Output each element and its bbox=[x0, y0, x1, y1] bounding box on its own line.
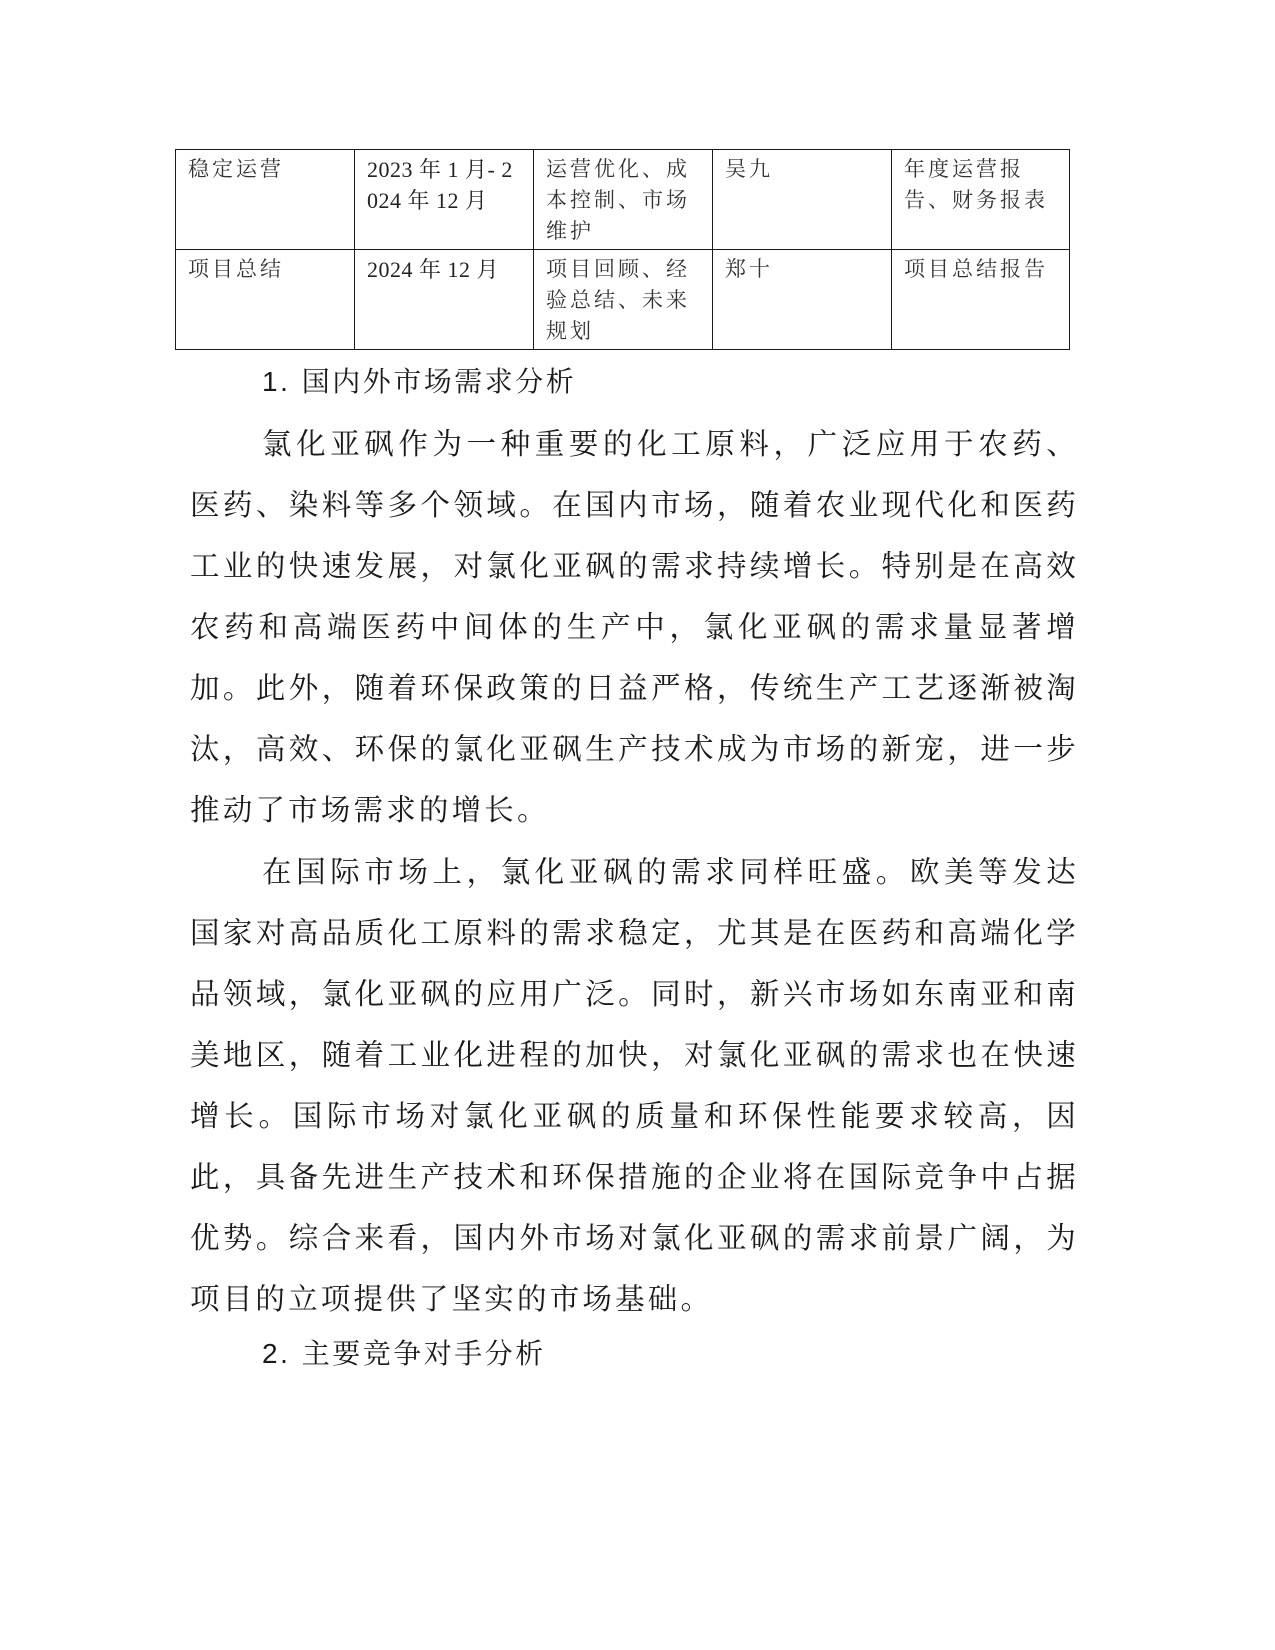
section-heading bbox=[262, 364, 576, 400]
deliverable-cell: 项目总结报告 bbox=[892, 250, 1070, 350]
time-cell: 2023 年 1 月- 2024 年 12 月 bbox=[355, 150, 534, 250]
schedule-table bbox=[175, 149, 1070, 350]
section-title: 主要竞争对手分析 bbox=[301, 1337, 546, 1370]
owner-cell: 郑十 bbox=[713, 250, 892, 350]
table-row bbox=[176, 150, 1070, 250]
section-number: 2. bbox=[262, 1338, 291, 1369]
section-title: 国内外市场需求分析 bbox=[301, 365, 577, 398]
deliverable-cell: 年度运营报告、财务报表 bbox=[892, 150, 1070, 250]
phase-cell: 稳定运营 bbox=[176, 150, 355, 250]
content-cell: 项目回顾、经验总结、未来规划 bbox=[534, 250, 713, 350]
section-heading bbox=[262, 1336, 546, 1372]
section-number: 1. bbox=[262, 366, 291, 397]
body-paragraph: 氯化亚砜作为一种重要的化工原料，广泛应用于农药、医药、染料等多个领域。在国内市场，随着农业现代化和医药工业的快速发展，对氯化亚砜的需求持续增长。特别是在高效农药和高端医药中间体的生产中，氯化亚砜的需求量显著增加。此外，随着环保政策的日益严格，传统生产工艺逐渐被淘汰，高效、环保的氯化亚砜生产技术成为市场的新宠，进一步推动了市场需求的增长。 bbox=[190, 427, 1079, 827]
time-cell: 2024 年 12 月 bbox=[355, 250, 534, 350]
phase-cell: 项目总结 bbox=[176, 250, 355, 350]
table-row bbox=[176, 250, 1070, 350]
owner-cell: 吴九 bbox=[713, 150, 892, 250]
content-cell: 运营优化、成本控制、市场维护 bbox=[534, 150, 713, 250]
body-paragraph: 在国际市场上，氯化亚砜的需求同样旺盛。欧美等发达国家对高品质化工原料的需求稳定，尤其是在医药和高端化学品领域，氯化亚砜的应用广泛。同时，新兴市场如东南亚和南美地区，随着工业化进程的加快，对氯化亚砜的需求也在快速增长。国际市场对氯化亚砜的质量和环保性能要求较高，因此，具备先进生产技术和环保措施的企业将在国际竞争中占据优势。综合来看，国内外市场对氯化亚砜的需求前景广阔，为项目的立项提供了坚实的市场基础。 bbox=[190, 855, 1079, 1316]
